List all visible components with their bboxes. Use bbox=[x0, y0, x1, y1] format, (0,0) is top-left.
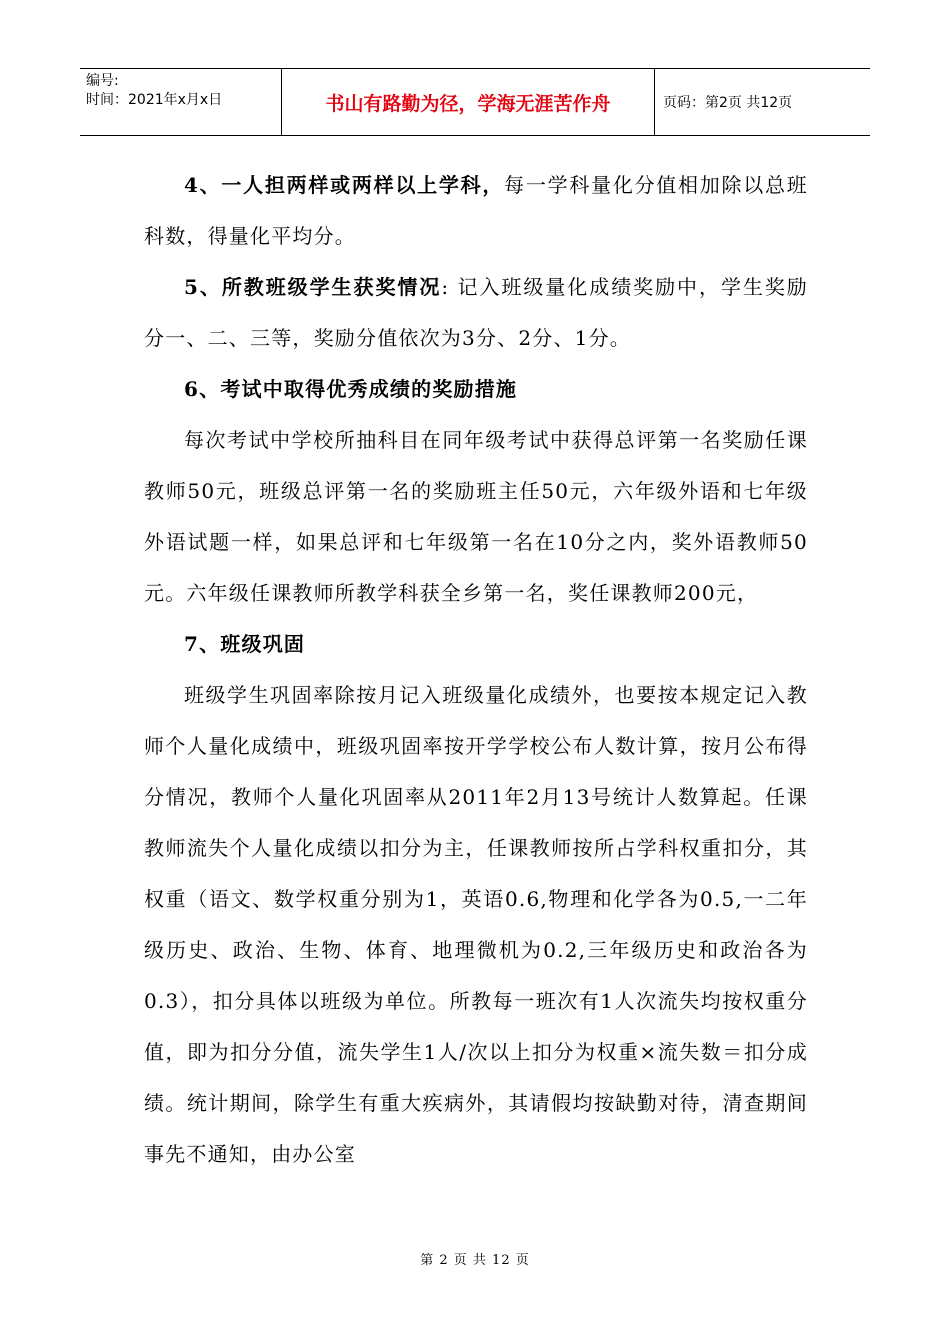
section-7-heading: 7、班级巩固 bbox=[184, 632, 306, 656]
document-body bbox=[144, 160, 808, 1180]
section-7-text: 班级学生巩固率除按月记入班级量化成绩外，也要按本规定记入教师个人量化成绩中，班级巩固率按开学学校公布人数计算，按月公布得分情况，教师个人量化巩固率从2011年2月13号统计人数算起。任课教师流失个人量化成绩以扣分为主，任课教师按所占学科权重扣分，其权重（语文、数学权重分别为1，英语0.6,物理和化学各为0.5,一二年级历史、政治、生物、体育、地理微机为0.2,三年级历史和政治各为0.3），扣分具体以班级为单位。所教每一班次有1人次流失均按权重分值，即为扣分分值，流失学生1人/次以上扣分为权重×流失数＝扣分成绩。统计期间，除学生有重大疾病外，其请假均按缺勤对待，清查期间事先不通知，由办公室 bbox=[144, 683, 808, 1166]
paragraph-4-text: 每一学科量化分值相加除以总班科数，得量化平均分。 bbox=[144, 173, 808, 248]
paragraph-4-heading: 4、一人担两样或两样以上学科， bbox=[184, 173, 505, 197]
page-footer: 第 2 页 共 12 页 bbox=[420, 1253, 530, 1268]
paragraph-5 bbox=[144, 262, 808, 364]
header-meta bbox=[80, 69, 282, 135]
section-6-heading: 6、考试中取得优秀成绩的奖励措施 bbox=[184, 377, 518, 401]
document-date-label: 时间：2021年x月x日 bbox=[86, 92, 223, 108]
paragraph-4 bbox=[144, 160, 808, 262]
header-motto: 书山有路勤为径，学海无涯苦作舟 bbox=[282, 69, 655, 135]
document-number-label: 编号: bbox=[86, 73, 119, 89]
header-page-info: 页码：第2页 共12页 bbox=[663, 95, 793, 111]
paragraph-5-heading: 5、所教班级学生获奖情况 bbox=[184, 275, 442, 299]
paragraph-5-text: : 记入班级量化成绩奖励中，学生奖励分一、二、三等，奖励分值依次为3分、2分、1分。 bbox=[144, 275, 808, 350]
section-6-text: 每次考试中学校所抽科目在同年级考试中获得总评第一名奖励任课教师50元，班级总评第一名的奖励班主任50元，六年级外语和七年级外语试题一样，如果总评和七年级第一名在10分之内，奖外语教师50元。六年级任课教师所教学科获全乡第一名，奖任课教师200元， bbox=[144, 428, 808, 605]
document-header bbox=[80, 68, 870, 136]
